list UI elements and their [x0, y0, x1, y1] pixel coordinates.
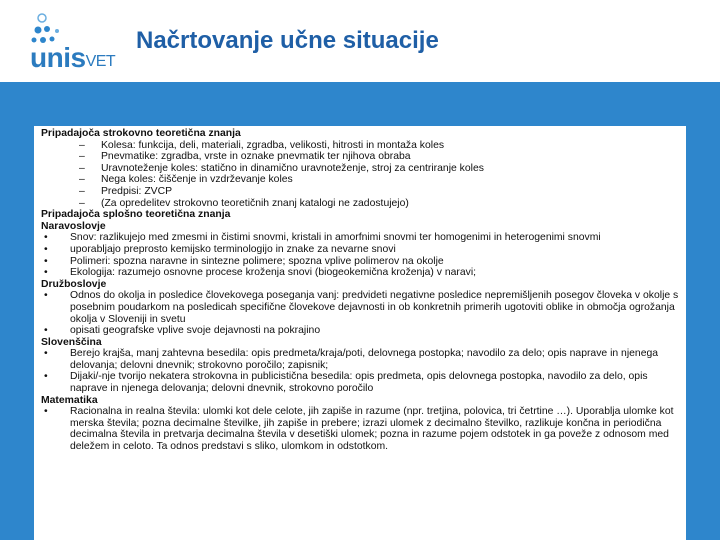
list-item: • Dijaki/-nje tvorijo nekatera strokovna in publicistična besedila: opis predmeta, opis delovnega postopka, navodilo za delo, opis naprave in njenega delovanja; delovni dnevnik, strokovno poročilo: [44, 371, 648, 395]
list-item: • uporabljajo preprosto kemijsko terminologijo in znake za nevarne snovi: [44, 243, 396, 255]
heading-strokovna-znanja: Pripadajoča strokovno teoretična znanja: [41, 128, 241, 139]
heading-naravoslovje: Naravoslovje: [41, 220, 106, 232]
blue-band: [0, 82, 720, 126]
list-item: • opisati geografske vplive svoje dejavnosti na pokrajino: [44, 325, 321, 337]
blue-left-border: [0, 82, 34, 540]
list-item: • Racionalna in realna števila: ulomki kot dele celote, jih zapiše in razume (npr. tretjina, polovica, tri četrtine …). Uporablja ulomke kot merska števila; pozna decimalne številke, jih zapiše in prebere; izrazi ulomek z decimalno številko, razlikuje končna in periodična decimalna števila in pretvarja decimalna števila v desetiški ulomek; pozna in razume pojem odstotek in ga poveže z odnosom med deležem in celoto. Ta odnos predstavi s sliko, ulomkom in odstotkom.: [44, 406, 674, 453]
heading-slovenscina: Slovenščina: [41, 336, 102, 348]
content-text: [41, 128, 681, 453]
heading-matematika: Matematika: [41, 394, 98, 406]
logo-main: unis: [30, 42, 86, 73]
list-item: – Pnevmatike: zgradba, vrste in oznake pnevmatik ter njihova obraba: [79, 151, 411, 163]
list-item: – (Za opredelitev strokovno teoretičnih znanj katalogi ne zadostujejo): [79, 197, 409, 209]
list-item: – Kolesa: funkcija, deli, materiali, zgradba, velikosti, hitrosti in montaža koles: [79, 139, 445, 151]
list-item: – Uravnoteženje koles: statično in dinamično uravnoteženje, stroj za centriranje koles: [79, 162, 484, 174]
list-item: • Polimeri: spozna naravne in sintezne polimere; spozna vplive polimerov na okolje: [44, 255, 444, 267]
logo-wordmark: [30, 42, 115, 74]
content-panel: [34, 126, 686, 540]
heading-splosna-znanja: Pripadajoča splošno teoretična znanja: [41, 209, 231, 221]
list-item: – Predpisi: ZVCP: [79, 185, 173, 197]
list-item: • Ekologija: razumejo osnovne procese kroženja snovi (biogeokemična kroženja) v naravi;: [44, 267, 477, 279]
page-title: Načrtovanje učne situacije: [136, 27, 439, 54]
list-item: – Nega koles: čiščenje in vzdrževanje koles: [79, 174, 293, 186]
unisvet-logo: [30, 12, 130, 74]
list-item: • Berejo krajša, manj zahtevna besedila: opis predmeta/kraja/poti, delovnega postopka; navodilo za delo; opis naprave in njenega delovanja; delovni dnevnik; strokovno poročilo; zapisnik;: [44, 348, 659, 371]
header: [0, 0, 720, 82]
logo-suffix: VET: [85, 53, 116, 70]
heading-druzboslovje: Družboslovje: [41, 278, 107, 290]
list-item: • Odnos do okolja in posledice človekovega poseganja vanj: predvideti negativne posledice nepremišljenih posegov človeka v okolje s posebnim poudarkom na posledicah specifične človekove dejavnosti in ob konkretnih primerih ugotoviti oblike in območja ogrožanja okolja v Sloveniji in svetu: [44, 290, 679, 325]
blue-right-border: [686, 82, 720, 540]
list-item: • Snov: razlikujejo med zmesmi in čistimi snovmi, kristali in amorfnimi snovmi ter homogenimi in heterogenimi snovmi: [44, 232, 601, 244]
